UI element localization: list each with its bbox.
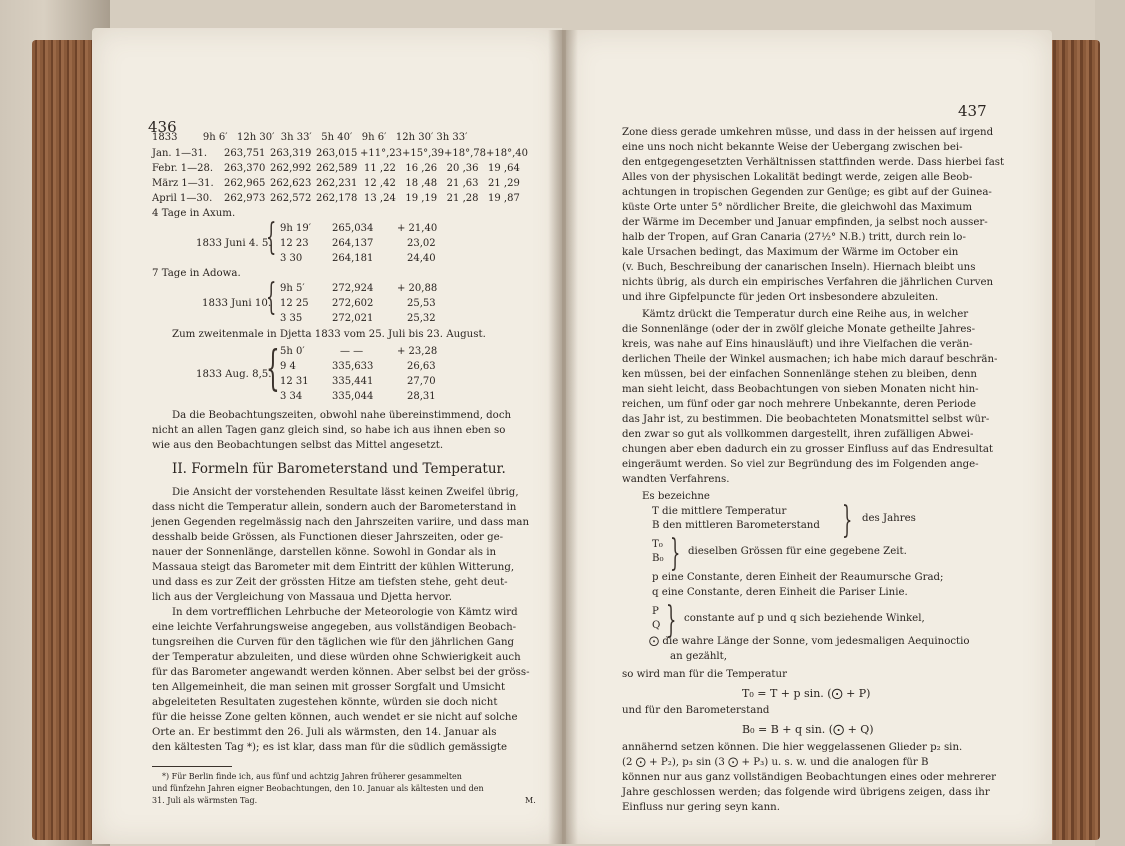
- text-line: nicht an allen Tagen ganz gleich sind, so habe ich aus ihnen eben so: [152, 425, 506, 436]
- cell: 262,623: [270, 178, 312, 189]
- cell: 335,633: [332, 361, 374, 372]
- cell: — —: [340, 346, 364, 357]
- text-line: und dass es zur Zeit der grössten Hitze am tiefsten stehe, geht deut-: [152, 577, 508, 588]
- formula-barometer: B₀ = B + q sin. (⨀ + Q): [742, 723, 874, 736]
- cell: 264,181: [332, 253, 374, 264]
- cell: 263,015: [316, 148, 358, 159]
- cell: + 23,28: [397, 346, 438, 357]
- axum-label: 4 Tage in Axum.: [152, 208, 236, 219]
- footnote-line: 31. Juli als wärmsten Tag.: [152, 796, 258, 805]
- definition-line: an gezählt,: [670, 651, 728, 662]
- cell: 12 25: [280, 298, 309, 309]
- text-line: halb der Tropen, auf Gran Canaria (27½° N.B.) tritt, durch rein lo-: [622, 232, 966, 243]
- cell: 3 34: [280, 391, 303, 402]
- cell: 263,319: [270, 148, 312, 159]
- definition-line: ⨀ die wahre Länge der Sonne, vom jedesmaligen Aequinoctio: [649, 636, 970, 647]
- text-line: Jahre geschlossen werden; das folgende wird übrigens zeigen, dass ihr: [622, 787, 990, 798]
- text-line: Die Ansicht der vorstehenden Resultate lässt keinen Zweifel übrig,: [172, 487, 519, 498]
- brace-icon: }: [842, 500, 853, 541]
- cell: 23,02: [407, 238, 436, 249]
- text-line: wie aus den Beobachtungen selbst das Mittel angesetzt.: [152, 440, 444, 451]
- section-heading: II. Formeln für Barometerstand und Temperatur.: [172, 461, 506, 477]
- cell: 272,924: [332, 283, 374, 294]
- text-line: annähernd setzen können. Die hier weggelassenen Glieder p₂ sin.: [622, 742, 963, 753]
- brace-icon: {: [266, 277, 277, 318]
- text-line: ten Allgemeinheit, die man seinen mit grosser Sorgfalt und Umsicht: [152, 682, 506, 693]
- text-line: abgeleiteten Resultaten zugestehen könnte, würden sie doch nicht: [152, 697, 498, 708]
- row-label: Febr. 1—28.: [152, 163, 214, 174]
- definition-line: p eine Constante, deren Einheit der Reaumursche Grad;: [652, 572, 944, 583]
- brace-icon: {: [266, 217, 277, 258]
- cell: 27,70: [407, 376, 436, 387]
- cell: 12 ,42 18 ,48 21 ,63 21 ,29: [364, 178, 520, 189]
- cell: 335,441: [332, 376, 374, 387]
- symbol: P: [652, 606, 659, 617]
- text-line: wandten Verfahrens.: [622, 474, 730, 485]
- djetta-date: 1833 Aug. 8,5.: [196, 369, 272, 380]
- cell: 5h 0′: [280, 346, 305, 357]
- text-line: nichts übrig, als durch ein empirisches Verfahren die jährlichen Curven: [622, 277, 994, 288]
- text-line: (v. Buch, Beschreibung der canarischen Inseln). Hiernach bleibt uns: [622, 262, 976, 273]
- cell: 12 31: [280, 376, 309, 387]
- text-line: den zwar so gut als vollkommen dargestellt, ihren zufälligen Abwei-: [622, 429, 974, 440]
- definition-line: T die mittlere Temperatur: [652, 506, 787, 517]
- text-line: achtungen in tropischen Gegenden zur Genüge; es gibt auf der Guinea-: [622, 187, 992, 198]
- cell: + 21,40: [397, 223, 438, 234]
- text-line: so wird man für die Temperatur: [622, 669, 787, 680]
- cell: 263,751: [224, 148, 266, 159]
- cell: 262,231: [316, 178, 358, 189]
- text-line: tungsreihen die Curven für den täglichen wie für den jährlichen Gang: [152, 637, 515, 648]
- book-gutter: [548, 30, 578, 844]
- cell: 9h 5′: [280, 283, 305, 294]
- cell: 272,021: [332, 313, 374, 324]
- text-line: Massaua steigt das Barometer mit dem Eintritt der kühlen Witterung,: [152, 562, 515, 573]
- cell: 262,965: [224, 178, 266, 189]
- cell: 9h 19′: [280, 223, 311, 234]
- text-line: eine leichte Verfahrungsweise angegeben, aus vollständigen Beobach-: [152, 622, 517, 633]
- cell: 335,044: [332, 391, 374, 402]
- cell: 3 35: [280, 313, 303, 324]
- left-page-number: 436: [148, 118, 177, 136]
- cell: 262,973: [224, 193, 266, 204]
- text-line: den kältesten Tag *); es ist klar, dass man für die südlich gemässigte: [152, 742, 508, 753]
- text-line: Es bezeichne: [642, 491, 710, 502]
- text-line: Da die Beobachtungszeiten, obwohl nahe übereinstimmend, doch: [172, 410, 512, 421]
- text-line: eingeräumt werden. So viel zur Begründung des im Folgenden ange-: [622, 459, 979, 470]
- text-line: küste Orte unter 5° nördlicher Breite, die gleichwohl das Maximum: [622, 202, 973, 213]
- text-line: nauer der Sonnenlänge, darstellen könne. Sowohl in Gondar als in: [152, 547, 497, 558]
- text-line: für das Barometer angewandt werden können. Aber selbst bei der gröss-: [152, 667, 530, 678]
- axum-date: 1833 Juni 4. 5.: [196, 238, 272, 249]
- brace-icon: }: [666, 600, 677, 641]
- brace-icon: }: [670, 533, 681, 574]
- text-line: Kämtz drückt die Temperatur durch eine Reihe aus, in welcher: [642, 309, 969, 320]
- text-line: die Sonnenlänge (oder der in zwölf gleiche Monate getheilte Jahres-: [622, 324, 976, 335]
- cell: 9 4: [280, 361, 296, 372]
- text-line: Alles von der physischen Lokalität bedingt werde, zeigen alle Beob-: [622, 172, 973, 183]
- text-line: man sieht leicht, dass Beobachtungen von sieben Monaten nicht hin-: [622, 384, 979, 395]
- text-line: Zone diess gerade umkehren müsse, und dass in der heissen auf irgend: [622, 127, 994, 138]
- cell: 263,370: [224, 163, 266, 174]
- row-label: März 1—31.: [152, 178, 214, 189]
- text-line: derlichen Theile der Winkel ausmachen; ich habe mich darauf beschrän-: [622, 354, 998, 365]
- page-stack-left: [32, 40, 94, 840]
- cell: 262,992: [270, 163, 312, 174]
- formula-temperature: T₀ = T + p sin. (⨀ + P): [742, 687, 871, 700]
- cell: 11 ,22 16 ,26 20 ,36 19 ,64: [364, 163, 520, 174]
- text-line: und für den Barometerstand: [622, 705, 770, 716]
- text-line: desshalb beide Grössen, als Functionen dieser Jahrszeiten, oder ge-: [152, 532, 504, 543]
- adowa-label: 7 Tage in Adowa.: [152, 268, 241, 279]
- text-line: den entgegengesetzten Verhältnissen stattfinden werde. Dass hierbei fast: [622, 157, 1005, 168]
- cell: 25,32: [407, 313, 436, 324]
- brace-icon: {: [266, 340, 280, 396]
- text-line: kreis, was nahe auf Eins hinausläuft) und ihre Vielfachen die verän-: [622, 339, 973, 350]
- symbol: T₀: [652, 539, 663, 550]
- cell: + 20,88: [397, 283, 438, 294]
- text-line: chungen aber eben dadurch ein zu grosser Einfluss auf das Endresultat: [622, 444, 994, 455]
- definition-line: dieselben Grössen für eine gegebene Zeit.: [688, 546, 907, 557]
- text-line: der Temperatur abzuleiten, und diese würden ohne Schwierigkeit auch: [152, 652, 521, 663]
- definition-note: des Jahres: [862, 513, 916, 524]
- row-label: April 1—30.: [152, 193, 213, 204]
- text-line: dass nicht die Temperatur allein, sondern auch der Barometerstand in: [152, 502, 517, 513]
- text-line: ken müssen, bei der einfachen Sonnenlänge stehen zu bleiben, denn: [622, 369, 977, 380]
- cell: 25,53: [407, 298, 436, 309]
- text-line: das Jahr ist, zu bestimmen. Die beobachteten Monatsmittel selbst wür-: [622, 414, 990, 425]
- text-line: In dem vortrefflichen Lehrbuche der Meteorologie von Kämtz wird: [172, 607, 518, 618]
- text-line: und ihre Gipfelpuncte für jeden Ort insbesondere abzuleiten.: [622, 292, 939, 303]
- text-line: jenen Gegenden regelmässig nach den Jahrszeiten variire, und dass man: [152, 517, 530, 528]
- cell: 262,572: [270, 193, 312, 204]
- table-header: 1833 9h 6′ 12h 30′ 3h 33′ 5h 40′ 9h 6′ 12h 30′ 3h 33′: [152, 132, 468, 143]
- djetta-label: Zum zweitenmale in Djetta 1833 vom 25. Juli bis 23. August.: [172, 329, 486, 340]
- text-line: Orte an. Er bestimmt den 26. Juli als wärmsten, den 14. Januar als: [152, 727, 497, 738]
- text-line: lich aus der Vergleichung von Massaua und Djetta hervor.: [152, 592, 452, 603]
- cell: 13 ,24 19 ,19 21 ,28 19 ,87: [364, 193, 520, 204]
- cell: 262,178: [316, 193, 358, 204]
- cell: 262,589: [316, 163, 358, 174]
- footnote-line: und fünfzehn Jahren eigner Beobachtungen, den 10. Januar als kältesten und den: [152, 784, 484, 793]
- cell: 3 30: [280, 253, 303, 264]
- cell: 265,034: [332, 223, 374, 234]
- cell: +11°,23+15°,39+18°,78+18°,40: [360, 148, 529, 159]
- definition-line: B den mittleren Barometerstand: [652, 520, 820, 531]
- cell: 264,137: [332, 238, 374, 249]
- adowa-date: 1833 Juni 10.: [202, 298, 272, 309]
- text-line: der Wärme im December und Januar empfinden, ja selbst noch ausser-: [622, 217, 988, 228]
- symbol: Q: [652, 620, 661, 631]
- definition-line: constante auf p und q sich beziehende Winkel,: [684, 613, 925, 624]
- text-line: reichen, um fünf oder gar noch mehrere Unbekannte, deren Periode: [622, 399, 976, 410]
- text-line: kale Ursachen bedingt, das Maximum der Wärme im October ein: [622, 247, 959, 258]
- footnote-rule: [152, 766, 232, 767]
- right-page-number: 437: [958, 102, 987, 120]
- text-line: Einfluss nur gering seyn kann.: [622, 802, 780, 813]
- text-line: eine uns noch nicht bekannte Weise der Uebergang zwischen bei-: [622, 142, 963, 153]
- cell: 28,31: [407, 391, 436, 402]
- text-line: können nur aus ganz vollständigen Beobachtungen eines oder mehrerer: [622, 772, 996, 783]
- page-stack-right: [1050, 40, 1100, 840]
- text-line: für die heisse Zone gelten können, auch wendet er sie nicht auf solche: [152, 712, 518, 723]
- footnote-line: *) Für Berlin finde ich, aus fünf und achtzig Jahren früherer gesammelten: [162, 772, 462, 781]
- text-line: (2 ⨀ + P₂), p₃ sin (3 ⨀ + P₃) u. s. w. und die analogen für B: [622, 757, 929, 768]
- footnote-sign: M.: [525, 796, 536, 805]
- definition-line: q eine Constante, deren Einheit die Pariser Linie.: [652, 587, 908, 598]
- cell: 26,63: [407, 361, 436, 372]
- cell: 24,40: [407, 253, 436, 264]
- cell: 12 23: [280, 238, 309, 249]
- row-label: Jan. 1—31.: [152, 148, 208, 159]
- cell: 272,602: [332, 298, 374, 309]
- symbol: B₀: [652, 553, 664, 564]
